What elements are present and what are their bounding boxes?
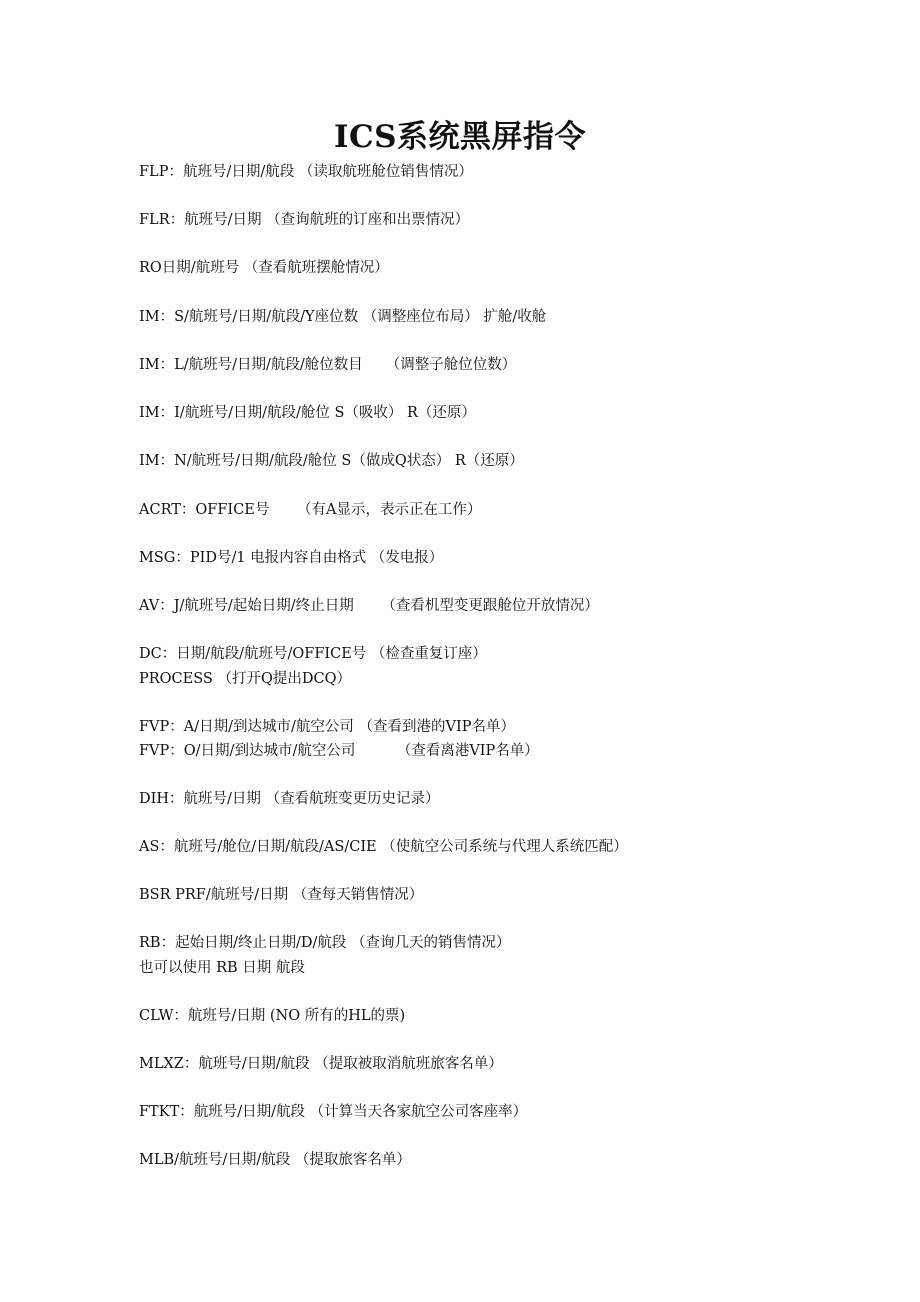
command-line-acrt: ACRT：OFFICE号 （有A显示，表示正在工作） bbox=[139, 502, 482, 518]
command-line-process: PROCESS （打开Q提出DCQ） bbox=[139, 671, 351, 687]
command-line-im-s: IM：S/航班号/日期/航段/Y座位数 （调整座位布局） 扩舱/收舱 bbox=[139, 309, 547, 325]
command-line-av: AV：J/航班号/起始日期/终止日期 （查看机型变更跟舱位开放情况） bbox=[139, 598, 599, 614]
command-line-im-n: IM：N/航班号/日期/航段/舱位 S（做成Q状态） R（还原） bbox=[139, 453, 524, 469]
command-line-mlxz: MLXZ：航班号/日期/航段 （提取被取消航班旅客名单） bbox=[139, 1056, 503, 1072]
command-line-dih: DIH：航班号/日期 （查看航班变更历史记录） bbox=[139, 791, 440, 807]
command-line-clw: CLW：航班号/日期 (NO 所有的HL的票) bbox=[139, 1008, 406, 1024]
command-line-as: AS：航班号/舱位/日期/航段/AS/CIE （使航空公司系统与代理人系统匹配） bbox=[139, 839, 628, 855]
command-line-mlb: MLB/航班号/日期/航段 （提取旅客名单） bbox=[139, 1152, 411, 1168]
command-line-bsr: BSR PRF/航班号/日期 （查每天销售情况） bbox=[139, 887, 424, 903]
command-line-fvp-o: FVP：O/日期/到达城市/航空公司 （查看离港VIP名单） bbox=[139, 743, 539, 759]
command-line-flr: FLR：航班号/日期 （查询航班的订座和出票情况） bbox=[139, 212, 470, 228]
command-line-fvp-a: FVP：A/日期/到达城市/航空公司 （查看到港的VIP名单） bbox=[139, 719, 515, 735]
page-title: ICS系统黑屏指令 bbox=[333, 119, 587, 155]
command-line-ro: RO日期/航班号 （查看航班摆舱情况） bbox=[139, 260, 389, 276]
command-line-rb-alt: 也可以使用 RB 日期 航段 bbox=[139, 960, 305, 976]
command-line-dc: DC：日期/航段/航班号/OFFICE号 （检查重复订座） bbox=[139, 646, 487, 662]
command-line-flp: FLP：航班号/日期/航段 （读取航班舱位销售情况） bbox=[139, 164, 473, 180]
command-line-rb: RB：起始日期/终止日期/D/航段 （查询几天的销售情况） bbox=[139, 935, 511, 951]
command-line-im-l: IM：L/航班号/日期/航段/舱位数目 （调整子舱位位数） bbox=[139, 357, 517, 373]
command-line-ftkt: FTKT：航班号/日期/航段 （计算当天各家航空公司客座率） bbox=[139, 1104, 528, 1120]
command-line-im-i: IM：I/航班号/日期/航段/舱位 S（吸收） R（还原） bbox=[139, 405, 476, 421]
command-line-msg: MSG：PID号/1 电报内容自由格式 （发电报） bbox=[139, 550, 444, 566]
